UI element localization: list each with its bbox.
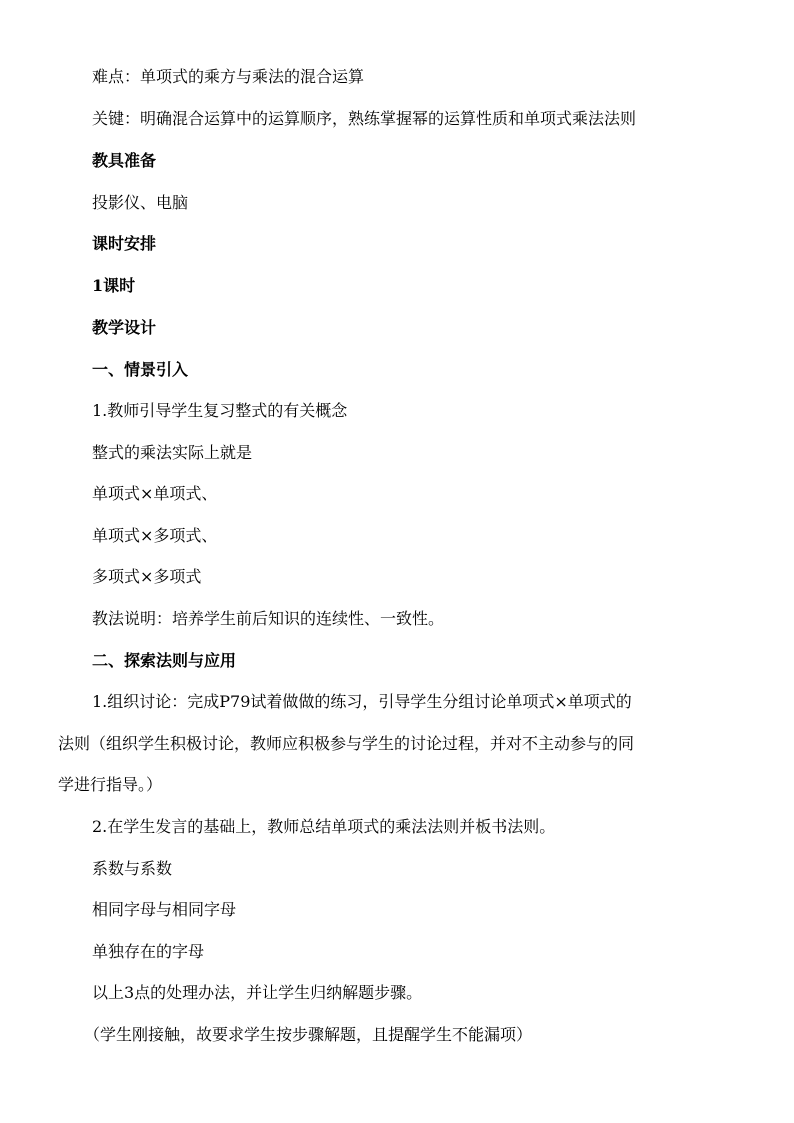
section2-heading: 二、探索法则与应用 — [92, 651, 237, 670]
section1-item1: 1.教师引导学生复习整式的有关概念 — [92, 401, 348, 420]
design-heading: 教学设计 — [92, 318, 157, 337]
section1-line2: 整式的乘法实际上就是 — [92, 443, 253, 462]
difficulty-text: 难点：单项式的乘方与乘法的混合运算 — [92, 67, 365, 86]
section2-item1-line-a: 1.组织讨论：完成P79试着做做的练习，引导学生分组讨论单项式×单项式的 — [92, 692, 632, 711]
section2-line7: （学生刚接触，故要求学生按步骤解题，且提醒学生不能漏项） — [84, 1025, 533, 1044]
section2-item2: 2.在学生发言的基础上，教师总结单项式的乘法法则并板书法则。 — [92, 817, 556, 836]
schedule-heading: 课时安排 — [92, 234, 157, 253]
section1-note: 教法说明：培养学生前后知识的连续性、一致性。 — [92, 609, 445, 628]
section2-line3: 系数与系数 — [92, 859, 173, 878]
section2-item1-line-b: 法则（组织学生积极讨论，教师应积极参与学生的讨论过程，并对不主动参与的同 — [58, 734, 635, 753]
section2-line4: 相同字母与相同字母 — [92, 900, 237, 919]
schedule-body: 1课时 — [92, 276, 136, 295]
section1-heading: 一、情景引入 — [92, 360, 189, 379]
tools-heading: 教具准备 — [92, 151, 157, 170]
section1-line3: 单项式×单项式、 — [92, 484, 218, 503]
section1-line4: 单项式×多项式、 — [92, 526, 218, 545]
section2-item1-line-c: 学进行指导。） — [58, 775, 163, 794]
key-point-text: 关键：明确混合运算中的运算顺序，熟练掌握幂的运算性质和单项式乘法法则 — [92, 109, 637, 128]
section1-line5: 多项式×多项式 — [92, 567, 202, 586]
section2-line5: 单独存在的字母 — [92, 942, 205, 961]
tools-body: 投影仪、电脑 — [92, 193, 189, 212]
section2-line6: 以上3点的处理办法，并让学生归纳解题步骤。 — [92, 983, 423, 1002]
